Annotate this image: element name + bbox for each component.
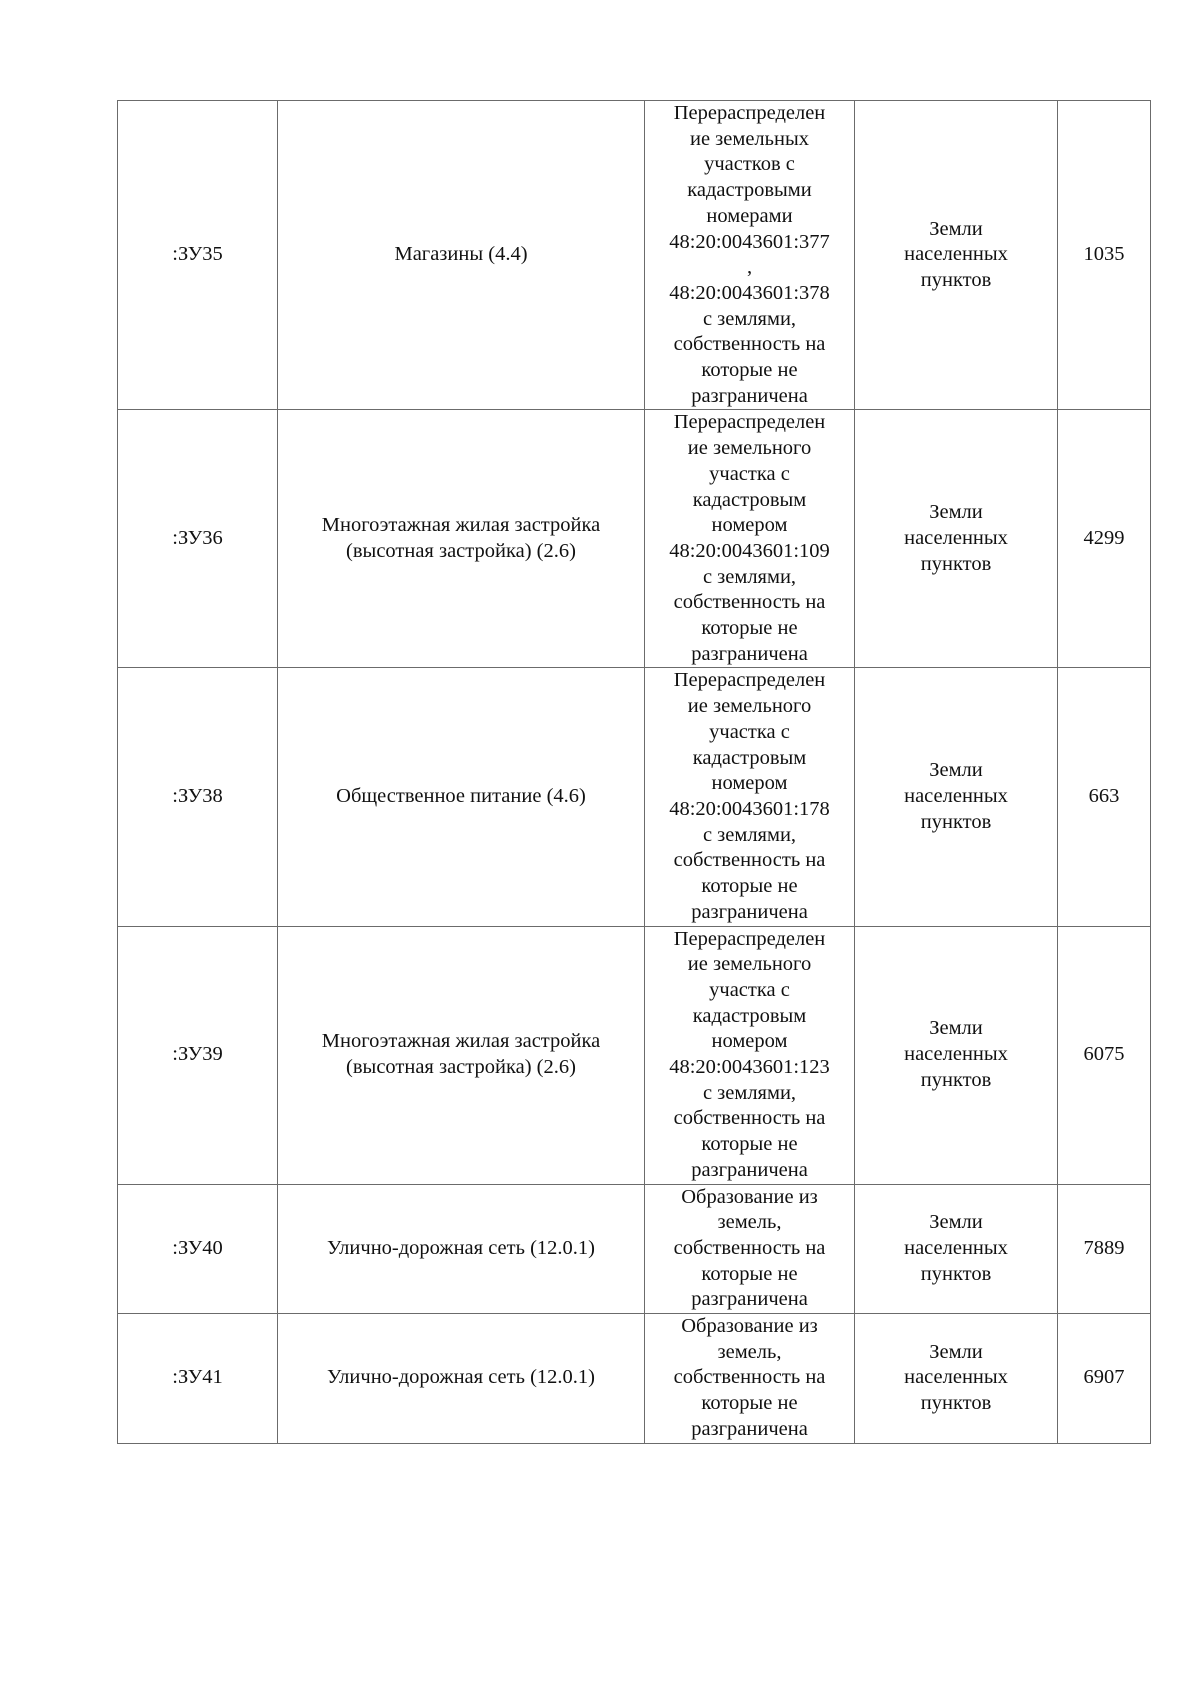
land-use-cell: [278, 926, 645, 1184]
formation-basis-cell: [645, 668, 855, 926]
land-use: Улично-дорожная сеть (12.0.1): [326, 1366, 595, 1389]
formation-basis-cell: [645, 1184, 855, 1314]
formation-basis: Образование из земель, собственность на которые не разграничена: [673, 1315, 826, 1440]
area-cell: [1058, 1314, 1151, 1444]
land-plots-table: [117, 100, 1151, 1444]
formation-basis: Образование из земель, собственность на которые не разграничена: [673, 1185, 826, 1311]
land-use-cell: [278, 1184, 645, 1314]
land-category-cell: [855, 1184, 1058, 1314]
plot-id-cell: [118, 410, 278, 668]
area-cell: [1058, 668, 1151, 926]
plot-area: 1035: [1083, 243, 1125, 266]
land-category: Земли населенных пунктов: [904, 759, 1008, 833]
land-category: Земли населенных пунктов: [904, 1340, 1008, 1415]
plot-id-cell: [118, 1184, 278, 1314]
plot-id: :ЗУ36: [172, 527, 223, 550]
table-row: [118, 101, 1151, 410]
plot-area: 663: [1088, 785, 1120, 808]
plot-id-cell: [118, 101, 278, 410]
land-use: Улично-дорожная сеть (12.0.1): [326, 1236, 595, 1259]
land-category-cell: [855, 410, 1058, 668]
plot-id-cell: [118, 668, 278, 926]
area-cell: [1058, 1184, 1151, 1314]
area-cell: [1058, 101, 1151, 410]
land-use-cell: [278, 668, 645, 926]
table-row: [118, 926, 1151, 1184]
land-category-cell: [855, 668, 1058, 926]
land-category: Земли населенных пунктов: [904, 1211, 1008, 1285]
formation-basis: Перераспределен ие земельного участка с кадастровым номером 48:20:0043601:178 с землями, собственность на которые не разграничена: [669, 669, 830, 923]
land-category: Земли населенных пунктов: [904, 501, 1008, 575]
land-use: Магазины (4.4): [394, 243, 528, 266]
formation-basis-cell: [645, 926, 855, 1184]
plot-id: :ЗУ40: [172, 1236, 223, 1259]
land-category-cell: [855, 926, 1058, 1184]
formation-basis-cell: [645, 101, 855, 410]
formation-basis-cell: [645, 1314, 855, 1444]
land-use: Общественное питание (4.6): [336, 785, 586, 808]
plot-id: :ЗУ38: [172, 785, 223, 808]
plot-area: 7889: [1083, 1236, 1125, 1259]
plot-area: 4299: [1083, 527, 1125, 550]
plot-area: 6907: [1083, 1366, 1125, 1389]
formation-basis: Перераспределен ие земельного участка с кадастровым номером 48:20:0043601:109 с землями, собственность на которые не разграничена: [669, 411, 830, 665]
table-row: [118, 668, 1151, 926]
table-row: [118, 1184, 1151, 1314]
formation-basis: Перераспределен ие земельных участков с кадастровыми номерами 48:20:0043601:377 , 48:20:0043601:378 с землями, собственность на которые не разграничена: [669, 102, 830, 407]
land-use-cell: [278, 1314, 645, 1444]
land-category-cell: [855, 1314, 1058, 1444]
plot-area: 6075: [1083, 1043, 1125, 1066]
land-category: Земли населенных пунктов: [904, 217, 1008, 292]
plot-id: :ЗУ39: [172, 1043, 223, 1066]
land-category-cell: [855, 101, 1058, 410]
plot-id: :ЗУ35: [172, 243, 223, 266]
area-cell: [1058, 410, 1151, 668]
plot-id-cell: [118, 926, 278, 1184]
land-use: Многоэтажная жилая застройка (высотная застройка) (2.6): [321, 514, 601, 562]
land-use-cell: [278, 101, 645, 410]
table-row: [118, 410, 1151, 668]
area-cell: [1058, 926, 1151, 1184]
land-category: Земли населенных пунктов: [904, 1017, 1008, 1091]
plot-id-cell: [118, 1314, 278, 1444]
formation-basis: Перераспределен ие земельного участка с кадастровым номером 48:20:0043601:123 с землями, собственность на которые не разграничена: [669, 927, 830, 1181]
formation-basis-cell: [645, 410, 855, 668]
land-use: Многоэтажная жилая застройка (высотная застройка) (2.6): [321, 1030, 601, 1079]
land-use-cell: [278, 410, 645, 668]
plot-id: :ЗУ41: [172, 1366, 223, 1389]
table-row: [118, 1314, 1151, 1444]
